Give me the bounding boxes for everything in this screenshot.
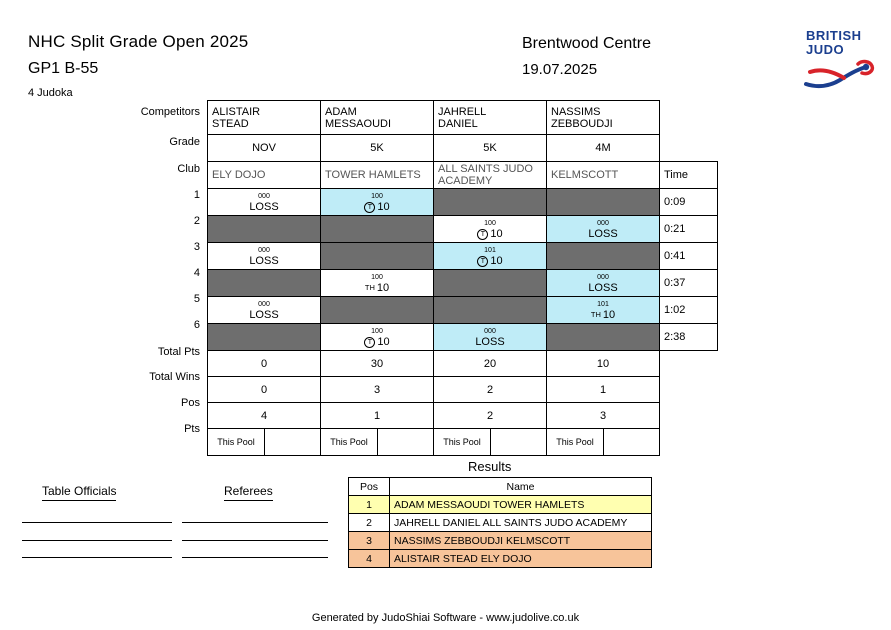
officials-signature-line [22, 540, 172, 541]
match-cell [208, 189, 321, 216]
result-name: JAHRELL DANIEL ALL SAINTS JUDO ACADEMY [390, 514, 652, 532]
total-wins-cell: 0 [208, 377, 321, 403]
logo-line1: BRITISH [806, 28, 862, 43]
match-result [321, 336, 433, 348]
match-cell [434, 216, 547, 243]
row-total-wins [208, 377, 718, 403]
match-cell-blocked [321, 216, 434, 243]
row-points-note [208, 429, 718, 456]
match-time: 0:37 [660, 270, 718, 297]
label-round-5: 5 [193, 293, 200, 305]
match-result [321, 282, 433, 294]
results-col-name: Name [390, 478, 652, 496]
event-venue: Brentwood Centre [522, 35, 651, 52]
match-cell-blocked [208, 324, 321, 351]
throw-icon: TH [364, 282, 375, 292]
match-cell [547, 270, 660, 297]
total-wins-cell: 3 [321, 377, 434, 403]
position-cell: 4 [208, 403, 321, 429]
row-grade [208, 135, 718, 162]
results-row [349, 496, 652, 514]
spacer-cell [660, 351, 718, 377]
total-points-cell: 10 [547, 351, 660, 377]
match-cell-blocked [208, 270, 321, 297]
match-points: 10 [376, 281, 390, 294]
total-points-cell: 0 [208, 351, 321, 377]
result-position: 2 [349, 514, 390, 532]
officials-signature-line [22, 522, 172, 523]
match-time: 2:38 [660, 324, 718, 351]
points-note-cell [208, 429, 321, 456]
match-cell-blocked [547, 243, 660, 270]
match-cell [547, 297, 660, 324]
match-points: 10 [602, 308, 616, 321]
competitor-lastname: STEAD [212, 117, 249, 130]
match-points: 10 [490, 227, 503, 240]
row-total-points [208, 351, 718, 377]
spacer-cell [660, 135, 718, 162]
match-time: 1:02 [660, 297, 718, 324]
british-judo-logo [800, 28, 878, 90]
grade-cell-3: 5K [434, 135, 547, 162]
spacer-cell [660, 377, 718, 403]
match-score-code: 100 [371, 192, 383, 200]
match-cell-blocked [434, 189, 547, 216]
judoka-count: 4 Judoka [28, 87, 73, 99]
competitor-cell-3 [434, 101, 547, 135]
match-cell-blocked [547, 324, 660, 351]
label-round-6: 6 [193, 319, 200, 331]
match-result: LOSS [249, 308, 279, 321]
event-date: 19.07.2025 [522, 61, 598, 78]
total-points-cell: 30 [321, 351, 434, 377]
points-pool-label: This Pool [208, 429, 265, 455]
table-officials-heading: Table Officials [42, 484, 116, 501]
match-score-code: 101 [597, 300, 609, 308]
competitor-firstname: ADAM [325, 105, 357, 118]
match-cell [434, 324, 547, 351]
match-row [208, 270, 718, 297]
points-pool-label: This Pool [547, 429, 604, 455]
competitor-lastname: ZEBBOUDJI [551, 117, 613, 130]
match-score-code: 000 [484, 327, 496, 335]
results-title: Results [468, 459, 512, 474]
match-score-code: 000 [597, 273, 609, 281]
results-row [349, 514, 652, 532]
row-competitors [208, 101, 718, 135]
spacer-cell [660, 403, 718, 429]
match-cell [434, 243, 547, 270]
points-note-cell [434, 429, 547, 456]
ippon-icon: T [364, 202, 375, 213]
label-position: Pos [181, 397, 200, 409]
competitor-firstname: JAHRELL [438, 105, 487, 118]
grade-cell-2: 5K [321, 135, 434, 162]
match-score-code: 000 [258, 300, 270, 308]
results-table [348, 477, 652, 568]
results-row [349, 532, 652, 550]
result-position: 3 [349, 532, 390, 550]
match-result: LOSS [588, 281, 618, 294]
grade-cell-1: NOV [208, 135, 321, 162]
club-cell-3: ALL SAINTS JUDO ACADEMY [434, 162, 547, 189]
competitor-cell-4 [547, 101, 660, 135]
match-score-code: 000 [258, 192, 270, 200]
competitor-firstname: NASSIMS [551, 105, 601, 118]
match-result [547, 309, 659, 321]
time-column-header: Time [660, 162, 718, 189]
match-points: 10 [377, 335, 390, 348]
competitor-cell-2 [321, 101, 434, 135]
match-cell [547, 216, 660, 243]
competitor-lastname: DANIEL [438, 117, 478, 130]
match-cell [321, 189, 434, 216]
referees-signature-line [182, 540, 328, 541]
spacer-cell [660, 429, 718, 456]
match-row [208, 216, 718, 243]
logo-line2: JUDO [806, 42, 845, 57]
match-score-code: 101 [484, 246, 496, 254]
result-name: NASSIMS ZEBBOUDJI KELMSCOTT [390, 532, 652, 550]
throw-icon: TH [590, 309, 601, 319]
event-title: NHC Split Grade Open 2025 [28, 32, 249, 51]
match-points: 10 [377, 200, 390, 213]
row-position [208, 403, 718, 429]
match-points: 10 [490, 254, 503, 267]
match-cell-blocked [434, 297, 547, 324]
label-round-1: 1 [193, 189, 200, 201]
match-cell-blocked [321, 243, 434, 270]
match-score-code: 000 [258, 246, 270, 254]
club-cell-1: ELY DOJO [208, 162, 321, 189]
label-round-4: 4 [193, 267, 200, 279]
match-cell [321, 270, 434, 297]
position-cell: 1 [321, 403, 434, 429]
ippon-icon: T [477, 256, 488, 267]
match-score-code: 000 [597, 219, 609, 227]
label-grade: Grade [169, 136, 200, 148]
position-cell: 2 [434, 403, 547, 429]
match-result [434, 255, 546, 267]
ippon-icon: T [477, 229, 488, 240]
match-result [434, 228, 546, 240]
match-score-code: 100 [484, 219, 496, 227]
referees-signature-line [182, 522, 328, 523]
match-result [321, 201, 433, 213]
points-value [604, 429, 659, 455]
referees-signature-line [182, 557, 328, 558]
points-value [378, 429, 433, 455]
match-cell [208, 243, 321, 270]
ippon-icon: T [364, 337, 375, 348]
club-cell-2: TOWER HAMLETS [321, 162, 434, 189]
pool-table [207, 100, 718, 456]
match-time: 0:21 [660, 216, 718, 243]
row-club [208, 162, 718, 189]
results-header-row [349, 478, 652, 496]
match-score-code: 100 [371, 273, 383, 281]
competitor-lastname: MESSAOUDI [325, 117, 392, 130]
officials-signature-line [22, 557, 172, 558]
match-row [208, 243, 718, 270]
points-note-cell [321, 429, 434, 456]
result-position: 1 [349, 496, 390, 514]
result-name: ADAM MESSAOUDI TOWER HAMLETS [390, 496, 652, 514]
points-pool-label: This Pool [321, 429, 378, 455]
match-result: LOSS [588, 227, 618, 240]
label-total-wins: Total Wins [149, 371, 200, 383]
label-round-2: 2 [193, 215, 200, 227]
club-cell-4: KELMSCOTT [547, 162, 660, 189]
points-note-cell [547, 429, 660, 456]
results-row [349, 550, 652, 568]
match-cell-blocked [321, 297, 434, 324]
label-total-points: Total Pts [157, 346, 200, 358]
label-round-3: 3 [193, 241, 200, 253]
match-cell [208, 297, 321, 324]
referees-heading: Referees [224, 484, 273, 501]
match-row [208, 189, 718, 216]
points-value [491, 429, 546, 455]
total-wins-cell: 1 [547, 377, 660, 403]
match-cell-blocked [547, 189, 660, 216]
points-value [265, 429, 320, 455]
grade-cell-4: 4M [547, 135, 660, 162]
total-points-cell: 20 [434, 351, 547, 377]
match-row [208, 324, 718, 351]
judoka-figure-icon [800, 58, 878, 90]
match-cell-blocked [208, 216, 321, 243]
competitor-cell-1 [208, 101, 321, 135]
results-col-pos: Pos [349, 478, 390, 496]
event-category: GP1 B-55 [28, 60, 99, 77]
label-club: Club [177, 163, 200, 175]
spacer-cell [660, 101, 718, 135]
footer-credit: Generated by JudoShiai Software - www.judolive.co.uk [311, 612, 580, 624]
points-pool-label: This Pool [434, 429, 491, 455]
match-time: 0:09 [660, 189, 718, 216]
label-competitors: Competitors [140, 106, 200, 118]
match-result: LOSS [249, 200, 279, 213]
competitor-firstname: ALISTAIR [212, 105, 261, 118]
match-result: LOSS [249, 254, 279, 267]
match-cell-blocked [434, 270, 547, 297]
total-wins-cell: 2 [434, 377, 547, 403]
result-name: ALISTAIR STEAD ELY DOJO [390, 550, 652, 568]
result-position: 4 [349, 550, 390, 568]
match-cell [321, 324, 434, 351]
label-points: Pts [184, 423, 200, 435]
match-score-code: 100 [371, 327, 383, 335]
match-result: LOSS [475, 335, 505, 348]
position-cell: 3 [547, 403, 660, 429]
match-row [208, 297, 718, 324]
match-time: 0:41 [660, 243, 718, 270]
